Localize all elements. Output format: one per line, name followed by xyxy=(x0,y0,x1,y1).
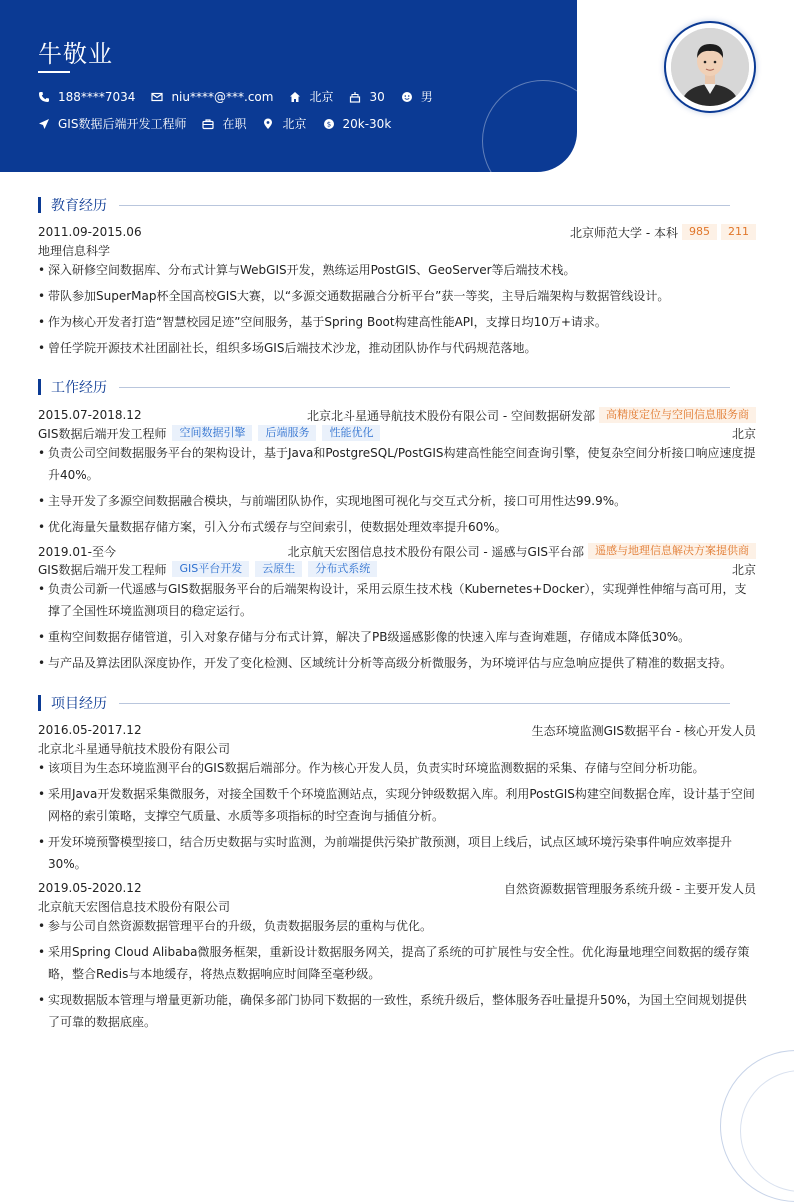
candidate-name: 牛敬业 xyxy=(38,40,113,68)
svg-text:$: $ xyxy=(326,120,331,129)
job-intent-row xyxy=(38,115,407,132)
salary-text: 20k-30k xyxy=(342,116,392,131)
project-company: 北京北斗星通导航技术股份有限公司 xyxy=(38,741,231,756)
city-text: 北京 xyxy=(309,90,334,104)
list-item: • 与产品及算法团队深度协作，开发了变化检测、区域统计分析等高级分析微服务，为环境评估与应急响应提供了精准的数据支持。 xyxy=(38,652,756,674)
work-date: 2015.07-2018.12 xyxy=(38,408,142,422)
section-divider xyxy=(119,387,730,388)
project-header-row xyxy=(38,880,756,896)
position-item xyxy=(38,115,186,132)
section-heading: 教育经历 xyxy=(51,198,107,214)
target-city-text: 北京 xyxy=(282,117,307,131)
cake-icon xyxy=(349,91,361,103)
work-date: 2019.01-至今 xyxy=(38,544,116,559)
money-icon xyxy=(323,118,335,130)
education-section-title xyxy=(38,197,756,213)
target-city-item xyxy=(262,115,306,132)
project-bullets xyxy=(38,915,756,1037)
project-header-row xyxy=(38,722,756,738)
list-item: • 参与公司自然资源数据管理平台的升级，负责数据服务层的重构与优化。 xyxy=(38,915,756,937)
email-item xyxy=(151,90,273,104)
email-text: niu****@***.com xyxy=(171,89,274,104)
list-item: • 作为核心开发者打造“智慧校园足迹”空间服务，基于Spring Boot构建高性能API，支撑日均10万+请求。 xyxy=(38,311,756,333)
phone-item xyxy=(38,90,135,104)
age-item xyxy=(349,90,384,104)
skill-tag: 后端服务 xyxy=(258,425,316,441)
work-role-row xyxy=(38,425,756,441)
gender-text: 男 xyxy=(420,90,433,104)
contact-row xyxy=(38,88,449,105)
status-text: 在职 xyxy=(222,117,247,131)
salary-item xyxy=(323,117,392,131)
city-item xyxy=(289,88,333,105)
work-role-row xyxy=(38,561,756,577)
list-item: • 主导开发了多源空间数据融合模块，与前端团队协作，实现地图可视化与交互式分析，接口可用性达99.9%。 xyxy=(38,490,756,512)
status-item xyxy=(202,115,246,132)
list-item: • 曾任学院开源技术社团副社长，组织多场GIS后端技术沙龙，推动团队协作与代码规范落地。 xyxy=(38,337,756,359)
work-section-title xyxy=(38,379,756,395)
list-item: • 实现数据版本管理与增量更新功能，确保多部门协同下数据的一致性，系统升级后，整体服务吞吐量提升50%，为国土空间规划提供了可靠的数据底座。 xyxy=(38,989,756,1033)
age-text: 30 xyxy=(369,89,385,104)
list-item: • 负责公司新一代遥感与GIS数据服务平台的后端架构设计，采用云原生技术栈（Kubernetes+Docker），实现弹性伸缩与高可用，支撑了全国性环境监测项目的稳定运行。 xyxy=(38,578,756,622)
avatar-portrait xyxy=(671,28,749,106)
briefcase-icon xyxy=(202,118,214,130)
education-header-row xyxy=(38,224,756,240)
project-company-row xyxy=(38,898,756,914)
section-heading: 项目经历 xyxy=(51,696,107,712)
skill-tag: 云原生 xyxy=(255,561,302,577)
project-bullets xyxy=(38,757,756,879)
projects-section-title xyxy=(38,695,756,711)
section-divider xyxy=(119,703,730,704)
section-marker xyxy=(38,695,41,711)
list-item: • 该项目为生态环境监测平台的GIS数据后端部分。作为核心开发人员，负责实时环境监测数据的采集、存储与空间分析功能。 xyxy=(38,757,756,779)
project-date: 2016.05-2017.12 xyxy=(38,723,142,737)
list-item: • 优化海量矢量数据存储方案，引入分布式缓存与空间索引，使数据处理效率提升60%。 xyxy=(38,516,756,538)
work-company: 北京北斗星通导航技术股份有限公司 - 空间数据研发部 xyxy=(307,408,595,423)
education-major-row xyxy=(38,242,756,258)
list-item: • 采用Spring Cloud Alibaba微服务框架，重新设计数据服务网关，提高了系统的可扩展性与安全性。优化海量地理空间数据的缓存策略，整合Redis与本地缓存，将热点数据响应时间降至毫秒级。 xyxy=(38,941,756,985)
project-title: 自然资源数据管理服务系统升级 - 主要开发人员 xyxy=(504,881,756,896)
avatar xyxy=(671,28,749,106)
project-title: 生态环境监测GIS数据平台 - 核心开发人员 xyxy=(531,723,756,738)
work-company: 北京航天宏图信息技术股份有限公司 - 遥感与GIS平台部 xyxy=(287,544,584,559)
industry-tag: 高精度定位与空间信息服务商 xyxy=(599,407,756,423)
name-underline xyxy=(38,71,70,73)
project-company: 北京航天宏图信息技术股份有限公司 xyxy=(38,899,231,914)
list-item: • 开发环境预警模型接口，结合历史数据与实时监测，为前端提供污染扩散预测，项目上线后，试点区域环境污染事件响应效率提升30%。 xyxy=(38,831,756,875)
list-item: • 负责公司空间数据服务平台的架构设计，基于Java和PostgreSQL/PostGIS构建高性能空间查询引擎，使复杂空间分析接口响应速度提升40%。 xyxy=(38,442,756,486)
school-tag: 211 xyxy=(721,224,756,240)
skill-tag: 分布式系统 xyxy=(308,561,377,577)
decorative-circle xyxy=(482,80,577,172)
phone-text: 188****7034 xyxy=(58,89,136,104)
project-date: 2019.05-2020.12 xyxy=(38,881,142,895)
skill-tag: 空间数据引擎 xyxy=(172,425,252,441)
skill-tag: 性能优化 xyxy=(322,425,380,441)
project-company-row xyxy=(38,740,756,756)
education-bullets xyxy=(38,259,756,363)
education-date: 2011.09-2015.06 xyxy=(38,225,142,239)
smile-icon xyxy=(401,91,413,103)
position-text: GIS数据后端开发工程师 xyxy=(58,117,187,131)
school-tag: 985 xyxy=(682,224,717,240)
location-pin-icon xyxy=(262,118,274,130)
list-item: • 重构空间数据存储管道，引入对象存储与分布式计算，解决了PB级遥感影像的快速入库与查询难题，存储成本降低30%。 xyxy=(38,626,756,648)
skill-tag: GIS平台开发 xyxy=(172,561,249,577)
list-item: • 采用Java开发数据采集微服务，对接全国数千个环境监测站点，实现分钟级数据入库。利用PostGIS构建空间数据仓库，设计基于空间网格的索引策略，支撑空气质量、水质等多项指标的时空查询与插值分析。 xyxy=(38,783,756,827)
work-role: GIS数据后端开发工程师 xyxy=(38,562,167,577)
mail-icon xyxy=(151,91,163,103)
work-role: GIS数据后端开发工程师 xyxy=(38,426,167,441)
work-header-row xyxy=(38,407,756,423)
list-item: • 带队参加SuperMap杯全国高校GIS大赛，以“多源交通数据融合分析平台”获一等奖，主导后端架构与数据管线设计。 xyxy=(38,285,756,307)
section-heading: 工作经历 xyxy=(51,380,107,396)
work-bullets xyxy=(38,442,756,542)
education-major: 地理信息科学 xyxy=(38,243,111,258)
phone-icon xyxy=(38,91,50,103)
work-header-row xyxy=(38,543,756,559)
home-icon xyxy=(289,91,301,103)
industry-tag: 遥感与地理信息解决方案提供商 xyxy=(588,543,756,559)
list-item: • 深入研修空间数据库、分布式计算与WebGIS开发，熟练运用PostGIS、GeoServer等后端技术栈。 xyxy=(38,259,756,281)
section-marker xyxy=(38,379,41,395)
section-divider xyxy=(119,205,730,206)
work-bullets xyxy=(38,578,756,678)
section-marker xyxy=(38,197,41,213)
work-city: 北京 xyxy=(731,562,756,577)
header-banner xyxy=(0,0,577,172)
work-city: 北京 xyxy=(731,426,756,441)
send-icon xyxy=(38,118,50,130)
education-school: 北京师范大学 - 本科 xyxy=(570,225,678,240)
gender-item xyxy=(401,88,433,105)
avatar-frame xyxy=(664,21,756,113)
